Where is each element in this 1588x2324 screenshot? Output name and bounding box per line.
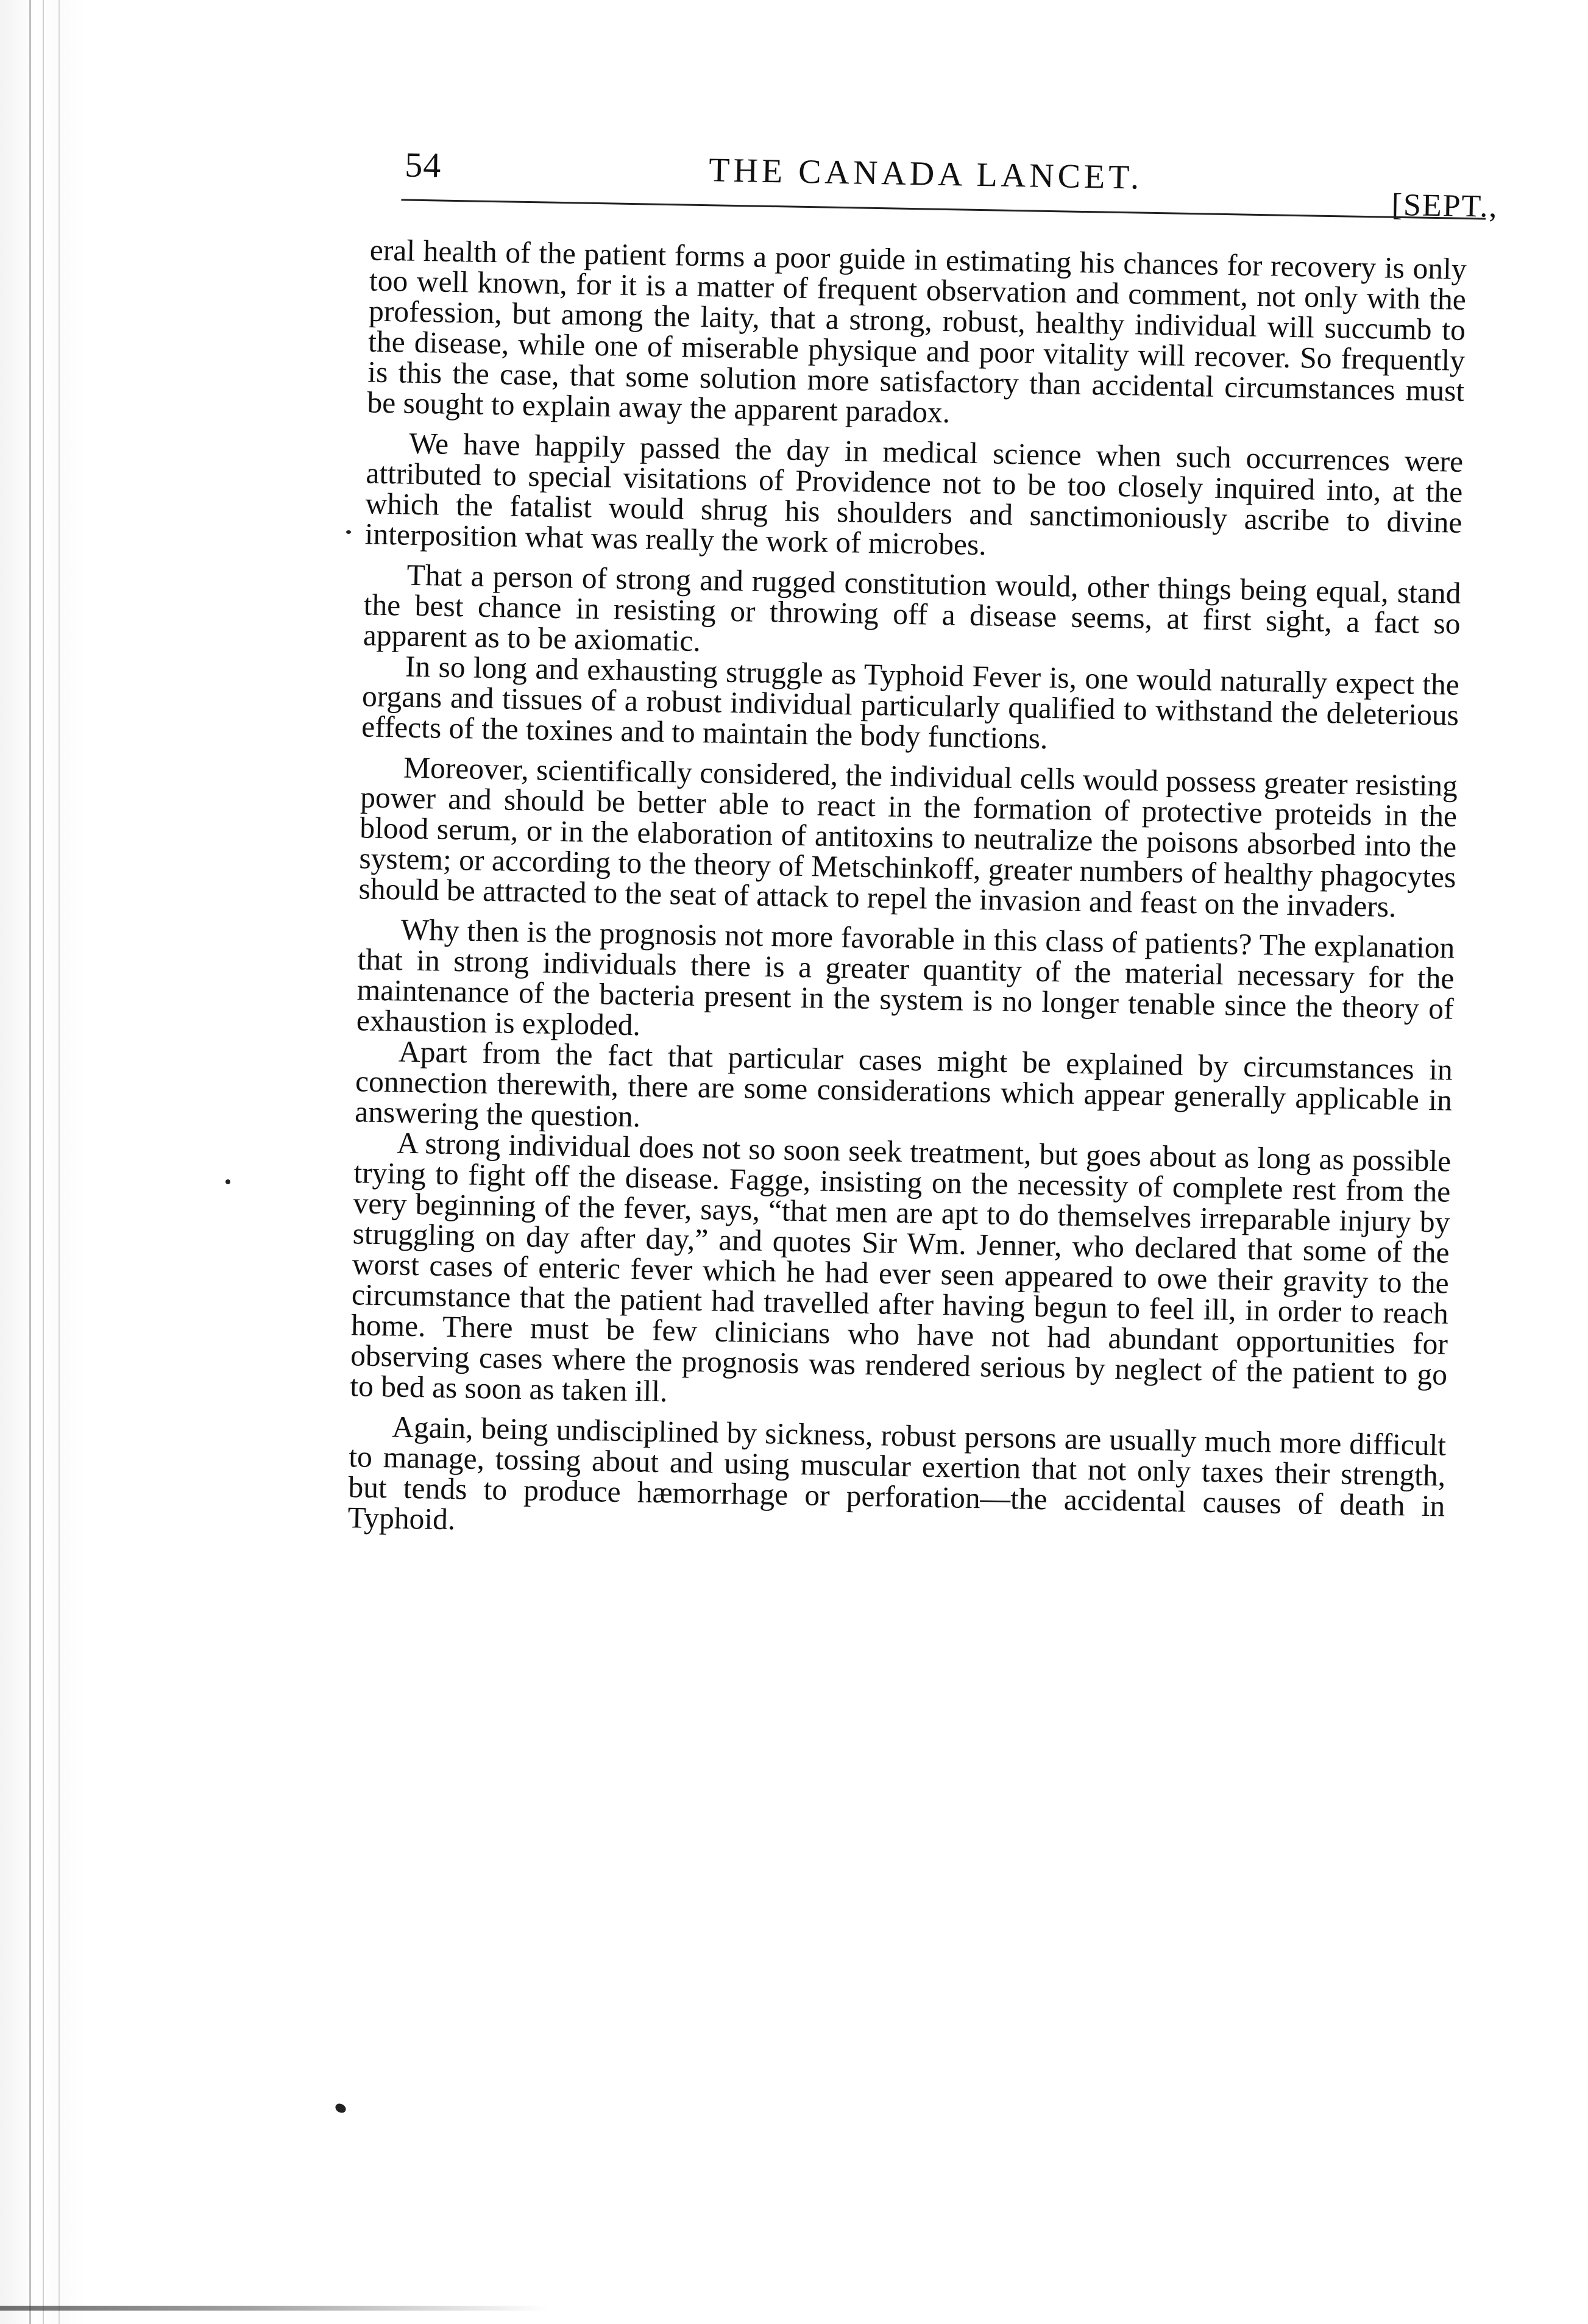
header-rule [401,199,1486,219]
paragraph: Why then is the prognosis not more favorable in this class of patients? The explanation that in strong individuals there is a greater quantity of the material necessary for the maintenance of the bacteria present in the system is no longer tenable since the theory of exhaustion is exploded. [356,912,1455,1042]
scan-smudge [0,2306,548,2311]
paragraph: Moreover, scientifically considered, the individual cells would possess greater resisting power and should be better able to react in the formation of protective proteids in the blood serum, or in the elaboration of antitoxins to neutralize the poisons absorbed into the system; or according to the theory of Metschinkoff, greater numbers of healthy phagocytes should be attracted to the seat of attack to repel the invasion and feast on the invaders. [358,750,1458,924]
journal-page [347,143,1499,1537]
page-header [352,143,1499,230]
paragraph: We have happily passed the day in medical science when such occurrences were attributed to special visitations of Providence not to be too closely inquired into, at the which the fatalist would shrug his shoulders and sanctimoniously ascribe to divine interposition what was really the work of microbes. [364,426,1464,562]
paragraph: That a person of strong and rugged constitution would, other things being equal, stand the best chance in resisting or throwing off a disease seems, at first sight, a fact so apparent as to be axiomatic. [363,558,1461,658]
ink-blot [334,2102,348,2114]
binding-line [58,0,60,2324]
paragraph: Apart from the fact that particular cases might be explained by circumstances in connection therewith, there are some considerations which appear generally applicable in answering the question. [354,1034,1453,1134]
binding-gutter [0,0,85,2324]
binding-line [43,0,44,2324]
paragraph: In so long and exhausting struggle as Typhoid Fever is, one would naturally expect the organs and tissues of a robust individual particularly qualified to withstand the deleterious effects of the toxines and to maintain the body functions. [361,649,1460,756]
header-date: [SEPT., [1391,187,1498,224]
paragraph: Again, being undisciplined by sickness, robust persons are usually much more difficult to manage, tossing about and using muscular exertion that not only taxes their strength, but tends to produce hæmorrhage or perforation—the accidental causes of death in Typhoid. [347,1410,1447,1537]
running-title: THE CANADA LANCET. [708,151,1143,197]
paragraph: eral health of the patient forms a poor guide in estimating his chances for recovery is only too well known, for it is a matter of frequent observation and comment, not only with the profession, but among the laity, that a strong, robust, healthy individual will succumb to the disease, while one of miserable physique and poor vitality will recover. So frequently is this the case, that some solution more satisfactory than accidental circumstances must be sought to explain away the apparent paradox. [367,233,1467,430]
page-number: 54 [404,144,442,185]
paragraph: A strong individual does not so soon seek treatment, but goes about as long as possible trying to fight off the disease. Fagge, insisting on the necessity of complete rest from the very beginning of the fever, says, “that men are apt to do themselves irreparable injury by struggling on day after day,” and quotes Sir Wm. Jenner, who declared that some of the worst cases of enteric fever which he had ever seen appeared to owe their gravity to the circumstance that the patient had travelled after having begun to feel ill, in order to reach home. There must be few clinicians who have not had abundant opportunities for observing cases where the prognosis was rendered serious by neglect of the patient to go to bed as soon as taken ill. [349,1126,1452,1409]
ink-speck [346,530,351,534]
ink-speck [225,1179,230,1184]
article-body [347,235,1467,1552]
binding-line [29,0,31,2324]
